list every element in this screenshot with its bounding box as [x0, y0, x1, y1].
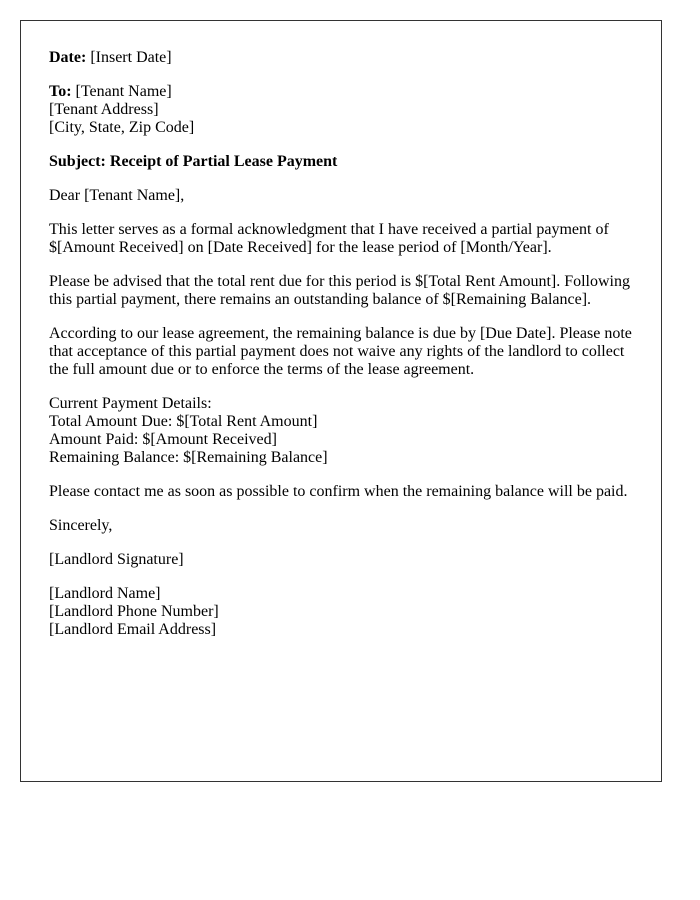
to-label: To: [49, 83, 72, 100]
landlord-name: [Landlord Name] [49, 585, 161, 602]
sender-block [49, 585, 633, 639]
salutation: Dear [Tenant Name], [49, 187, 185, 204]
body-paragraph: According to our lease agreement, the remaining balance is due by [Due Date]. Please note that acceptance of this partial payment does not waive any rights of the landlord to collect the full amount due or to enforce the terms of the lease agreement. [49, 325, 632, 378]
subject: Subject: Receipt of Partial Lease Payment [49, 153, 338, 170]
contact-paragraph: Please contact me as soon as possible to confirm when the remaining balance will be paid. [49, 483, 628, 500]
tenant-address: [Tenant Address] [49, 101, 159, 118]
subject-line [49, 153, 633, 171]
details-heading: Current Payment Details: [49, 395, 212, 412]
tenant-city: [City, State, Zip Code] [49, 119, 195, 136]
payment-details [49, 395, 633, 467]
amount-paid: Amount Paid: $[Amount Received] [49, 431, 277, 448]
date-value: [Insert Date] [90, 49, 172, 66]
remaining-balance: Remaining Balance: $[Remaining Balance] [49, 449, 328, 466]
date-label: Date: [49, 49, 87, 66]
total-due: Total Amount Due: $[Total Rent Amount] [49, 413, 318, 430]
body-paragraph: Please be advised that the total rent due for this period is $[Total Rent Amount]. Following this partial payment, there remains an outstanding balance of $[Remaining Balance]. [49, 273, 630, 308]
body-paragraph: This letter serves as a formal acknowledgment that I have received a partial payment of $[Amount Received] on [Date Received] for the lease period of [Month/Year]. [49, 221, 609, 256]
landlord-email: [Landlord Email Address] [49, 621, 217, 638]
tenant-name: [Tenant Name] [75, 83, 172, 100]
letter [20, 20, 662, 782]
recipient-block [49, 83, 633, 137]
landlord-phone: [Landlord Phone Number] [49, 603, 219, 620]
date-line [49, 49, 633, 67]
closing: Sincerely, [49, 517, 113, 534]
signature: [Landlord Signature] [49, 551, 184, 568]
